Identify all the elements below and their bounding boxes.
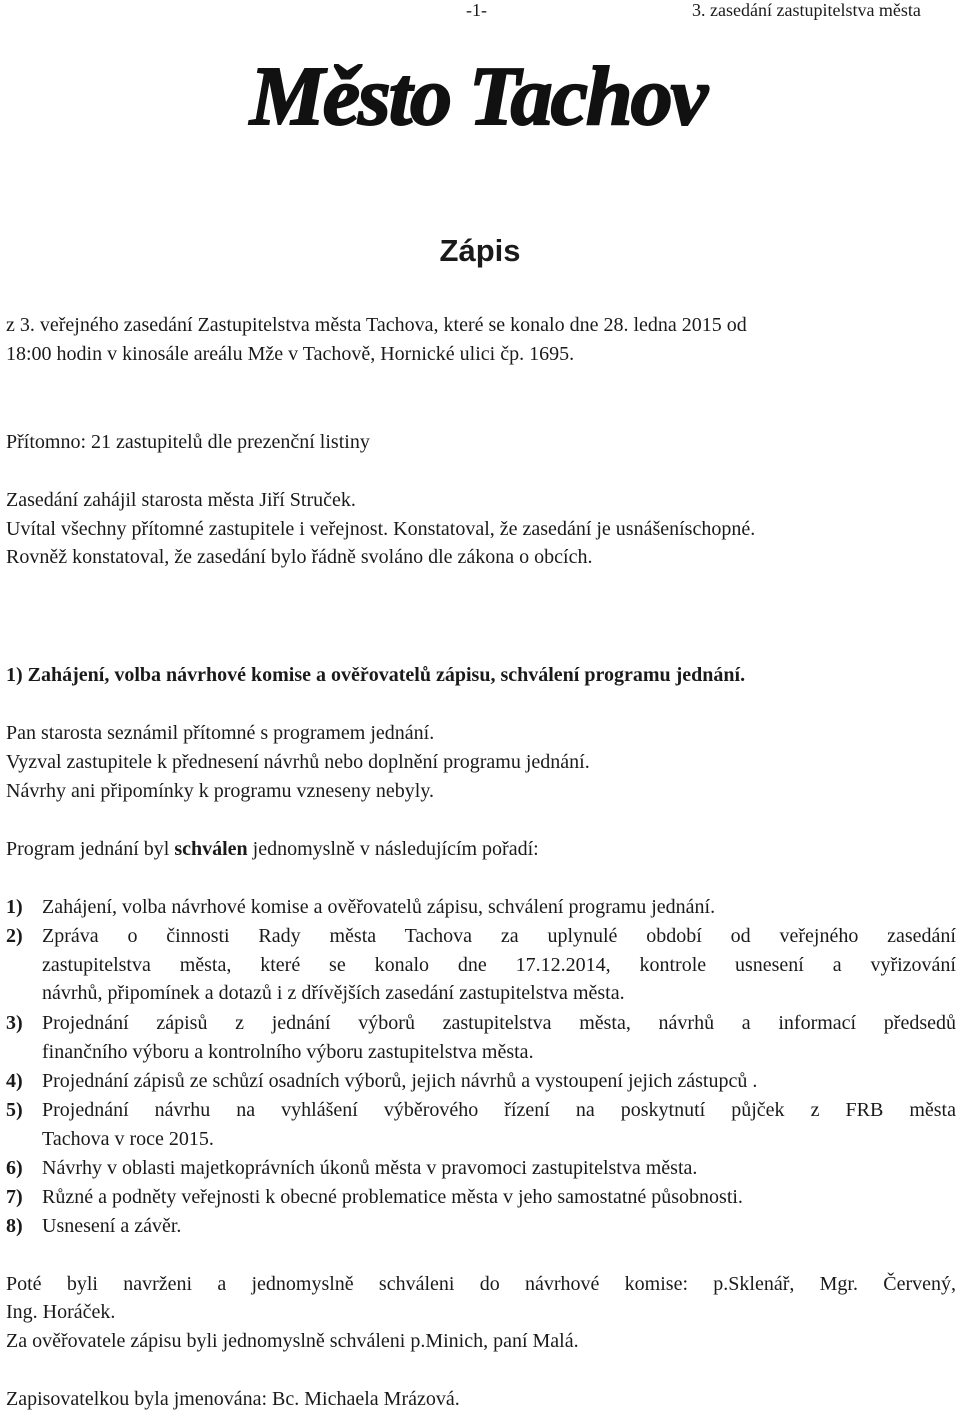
program-item-number: 1) <box>6 896 23 918</box>
section1-heading: 1) Zahájení, volba návrhové komise a ověřovatelů zápisu, schválení programu jednání. <box>6 664 746 686</box>
program-item-1 <box>6 893 956 922</box>
program-item-5 <box>6 1096 956 1153</box>
intro-line-1: z 3. veřejného zasedání Zastupitelstva města Tachova, které se konalo dne 28. ledna 2015 od <box>6 314 747 336</box>
program-item-line: návrhů, připomínek a dotazů i z dřívějších zasedání zastupitelstva města. <box>42 982 625 1004</box>
program-item-line: Návrhy v oblasti majetkoprávních úkonů města v pravomoci zastupitelstva města. <box>42 1157 698 1179</box>
program-item-text <box>42 1009 956 1066</box>
program-item-text <box>42 893 956 922</box>
program-item-text <box>42 1154 956 1183</box>
program-item-number: 5) <box>6 1099 23 1121</box>
program-item-line: Projednání návrhu na vyhlášení výběrového řízení na poskytnutí půjček z FRB města <box>42 1099 956 1121</box>
program-item-2 <box>6 922 956 1008</box>
program-intro-before: Program jednání byl <box>6 838 175 860</box>
program-item-text <box>42 1212 956 1241</box>
program-intro-bold: schválen <box>174 838 248 860</box>
section1-line-1: Pan starosta seznámil přítomné s programem jednání. <box>6 722 435 744</box>
verifiers: Za ověřovatele zápisu byli jednomyslně schváleni p.Minich, paní Malá. <box>6 1330 579 1352</box>
program-item-number: 7) <box>6 1186 23 1208</box>
program-item-3 <box>6 1009 956 1066</box>
program-item-line: Usnesení a závěr. <box>42 1215 182 1237</box>
page-title: Zápis <box>439 233 521 268</box>
program-item-text <box>42 1096 956 1153</box>
opening-line-2: Uvítal všechny přítomné zastupitele i veřejnost. Konstatoval, že zasedání je usnášeníschopné. <box>6 518 756 540</box>
program-item-7 <box>6 1183 956 1212</box>
program-item-line: Zpráva o činnosti Rady města Tachova za uplynulé období od veřejného zasedání <box>42 925 956 947</box>
program-item-number: 8) <box>6 1215 23 1237</box>
program-item-number: 6) <box>6 1157 23 1179</box>
program-item-number: 3) <box>6 1012 23 1034</box>
opening-line-3: Rovněž konstatoval, že zasedání bylo řádně svoláno dle zákona o obcích. <box>6 546 593 568</box>
city-logo <box>236 44 720 140</box>
program-intro-after: jednomyslně v následujícím pořadí: <box>247 838 539 860</box>
intro-line-2: 18:00 hodin v kinosále areálu Mže v Tachově, Hornické ulici čp. 1695. <box>6 343 575 365</box>
svg-text:Město Tachov: Město Tachov <box>250 50 706 140</box>
program-item-number: 2) <box>6 925 23 947</box>
attendance: Přítomno: 21 zastupitelů dle prezenční listiny <box>6 431 370 453</box>
program-item-line: Zahájení, volba návrhové komise a ověřovatelů zápisu, schválení programu jednání. <box>42 896 716 918</box>
opening-line-1: Zasedání zahájil starosta města Jiří Struček. <box>6 489 356 511</box>
program-intro <box>6 835 539 863</box>
commission-line-1: Poté byli navrženi a jednomyslně schváleni do návrhové komise: p.Sklenář, Mgr. Červený, <box>6 1273 956 1295</box>
program-item-line: Projednání zápisů z jednání výborů zastupitelstva města, návrhů a informací předsedů <box>42 1012 956 1034</box>
section1-line-2: Vyzval zastupitele k přednesení návrhů nebo doplnění programu jednání. <box>6 751 590 773</box>
program-item-text <box>42 1183 956 1212</box>
program-item-8 <box>6 1212 956 1241</box>
program-item-line: Projednání zápisů ze schůzí osadních výborů, jejich návrhů a vystoupení jejich zástupců . <box>42 1070 758 1092</box>
commission-line-2: Ing. Horáček. <box>6 1301 116 1323</box>
city-logo-wordmark <box>236 44 720 140</box>
program-item-line: finančního výboru a kontrolního výboru zastupitelstva města. <box>42 1040 534 1063</box>
meeting-header: 3. zasedání zastupitelstva města <box>692 0 921 20</box>
program-item-line: zastupitelstva města, které se konalo dne 17.12.2014, kontrole usnesení a vyřizování <box>42 953 956 976</box>
program-item-4 <box>6 1067 956 1096</box>
section1-line-3: Návrhy ani připomínky k programu vzneseny nebyly. <box>6 780 435 802</box>
program-item-text <box>42 922 956 1008</box>
program-item-number: 4) <box>6 1070 23 1092</box>
program-item-line: Tachova v roce 2015. <box>42 1127 214 1150</box>
page-number: -1- <box>466 0 487 20</box>
program-item-line: Různé a podněty veřejnosti k obecné problematice města v jeho samostatné působnosti. <box>42 1186 743 1208</box>
program-item-6 <box>6 1154 956 1183</box>
recorder: Zapisovatelkou byla jmenována: Bc. Michaela Mrázová. <box>6 1388 460 1410</box>
program-item-text <box>42 1067 956 1096</box>
